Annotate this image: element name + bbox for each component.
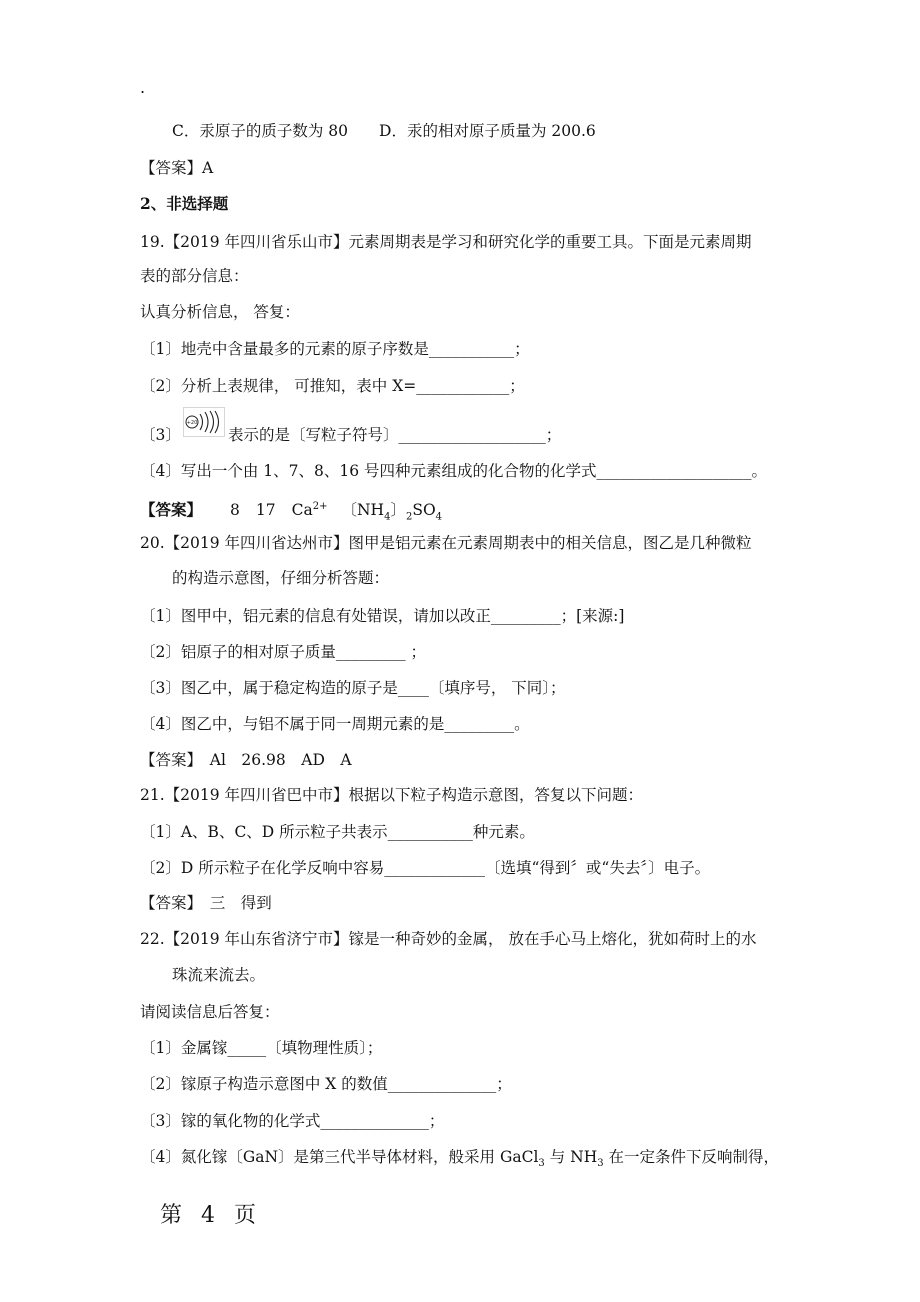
formula-subscript: 3 <box>597 1158 604 1170</box>
q21-part2: 〔2〕D 所示粒子在化学反响中容易_____________〔选填“得到〞或“失去〞〕电子。 <box>140 859 711 877</box>
q22-part4-text: 与 NH <box>544 1148 598 1166</box>
q19-part1: 〔1〕地壳中含量最多的元素的原子序数是___________； <box>140 340 530 358</box>
answer-value: 8 <box>230 501 240 520</box>
q20-part4: 〔4〕图乙中，与铝不属于同一周期元素的是_________。 <box>140 715 530 733</box>
q22-part4-text: 在一定条件下反响制得， <box>603 1148 780 1166</box>
q19-title: 19.【2019 年四川省乐山市】元素周期表是学习和研究化学的重要工具。下面是元素周期 <box>140 233 752 251</box>
section-heading: 2、非选择题 <box>140 194 229 213</box>
page-dot: . <box>140 78 146 97</box>
q19-part2: 〔2〕分析上表规律， 可推知，表中 X=____________； <box>140 377 525 395</box>
formula-subscript: 4 <box>384 511 391 523</box>
answer-21: 【答案】 三 得到 <box>140 894 272 912</box>
option-c-d: C．汞原子的质子数为 80 D．汞的相对原子质量为 200.6 <box>172 122 596 140</box>
q22-title-cont: 珠流来流去。 <box>172 966 266 984</box>
q19-title-cont: 表的部分信息： <box>140 267 249 285</box>
q20-part1: 〔1〕图甲中，铝元素的信息有处错误，请加以改正_________；[来源:] <box>140 607 625 625</box>
q22-part4-text: 〔4〕氮化镓〔GaN〕是第三代半导体材料，般采用 GaCl <box>140 1148 539 1166</box>
answer-18: 【答案】A <box>140 159 214 177</box>
q20-part3: 〔3〕图乙中，属于稳定构造的原子是____〔填序号， 下同〕； <box>140 679 566 697</box>
q21-title: 21.【2019 年四川省巴中市】根据以下粒子构造示意图，答复以下问题： <box>140 786 644 804</box>
q20-part2: 〔2〕铝原子的相对原子质量_________ ； <box>140 643 427 661</box>
q21-part1: 〔1〕A、B、C、D 所示粒子共表示___________种元素。 <box>140 823 535 841</box>
q19-part4: 〔4〕写出一个由 1、7、8、16 号四种元素组成的化合物的化学式____________________。 <box>140 462 768 480</box>
answer-formula: 〔NH <box>341 501 385 520</box>
q19-instruction: 认真分析信息， 答复： <box>140 303 300 321</box>
q22-part4 <box>140 1147 779 1174</box>
answer-label: 【答案】 <box>140 500 203 520</box>
formula-part: 〕 <box>390 501 406 520</box>
formula-subscript: 3 <box>538 1158 545 1170</box>
formula-subscript: 4 <box>435 511 443 523</box>
answer-ion: Ca <box>291 501 313 520</box>
q22-title: 22.【2019 年山东省济宁市】镓是一种奇妙的金属， 放在手心马上熔化，犹如荷时上的水 <box>140 930 757 948</box>
formula-part: SO <box>412 501 436 520</box>
answer-20: 【答案】 Al 26.98 AD A <box>140 751 352 769</box>
page-number: 第 4 页 <box>160 1203 262 1228</box>
q19-part3: 表示的是〔写粒子符号〕___________________； <box>228 426 562 444</box>
q19-part3-prefix: 〔3〕 <box>140 426 181 444</box>
nucleus-label: +20 <box>186 420 198 426</box>
answer-ion-charge: 2+ <box>312 501 328 512</box>
q22-part2: 〔2〕镓原子构造示意图中 X 的数值______________； <box>140 1075 512 1093</box>
q22-instruction: 请阅读信息后答复： <box>140 1003 280 1021</box>
q22-part3: 〔3〕镓的氧化物的化学式______________； <box>140 1112 445 1130</box>
q22-part1: 〔1〕金属镓_____〔填物理性质〕； <box>140 1039 383 1057</box>
answer-19 <box>140 497 442 527</box>
q20-title: 20.【2019 年四川省达州市】图甲是铝元素在元素周期表中的相关信息，图乙是几种微粒 <box>140 534 752 552</box>
formula-subscript: 2 <box>405 511 413 523</box>
q20-title-cont: 的构造示意图，仔细分析答题： <box>172 569 390 587</box>
answer-value: 17 <box>255 501 276 520</box>
atom-structure-diagram <box>183 407 225 437</box>
